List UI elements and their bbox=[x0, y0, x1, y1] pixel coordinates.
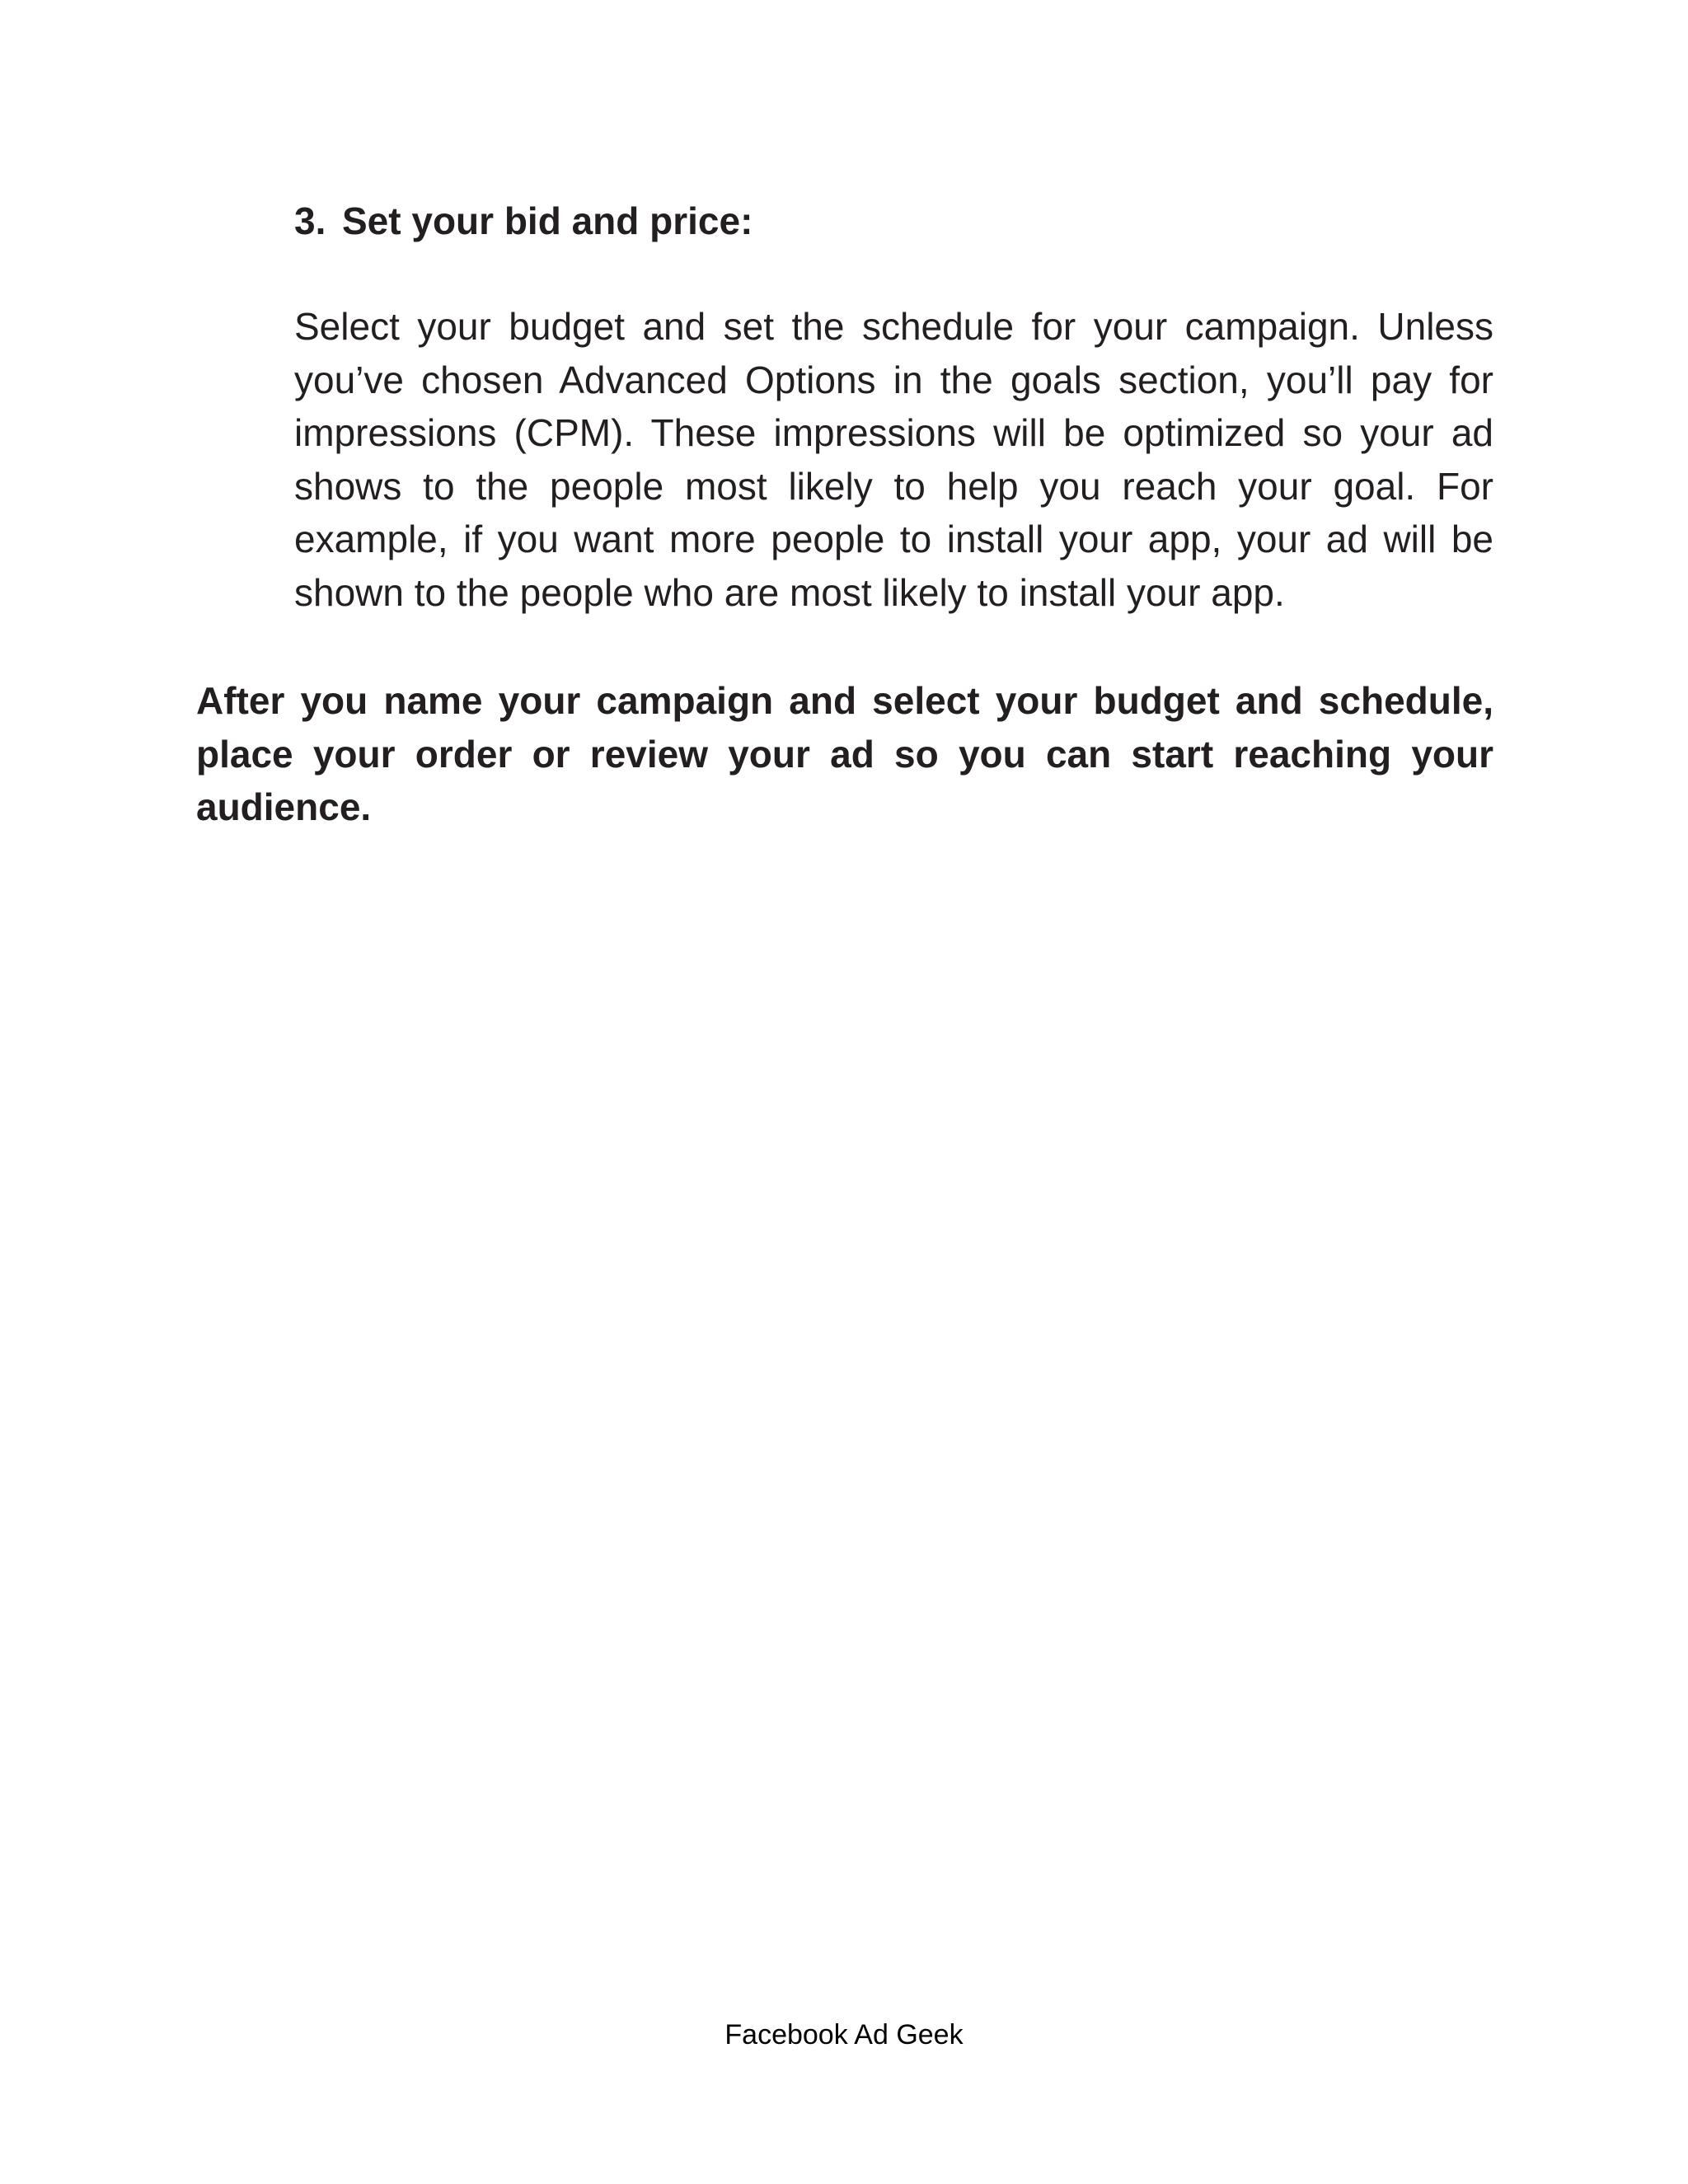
step-number: 3. bbox=[294, 199, 326, 242]
page-footer: Facebook Ad Geek bbox=[724, 2019, 964, 2050]
summary-paragraph: After you name your campaign and select your budget and schedule, place your order or review your ad so you can start reaching your audience. bbox=[196, 679, 1493, 828]
step-section bbox=[294, 194, 1493, 619]
step-body-paragraph: Select your budget and set the schedule for your campaign. Unless you’ve chosen Advanced Options in the goals section, you’ll pay for impressions (CPM). These impressions will be optimized so your ad shows to the people most likely to help you reach your goal. For example, if you want more people to install your app, your ad will be shown to the people who are most likely to install your app. bbox=[294, 305, 1493, 614]
step-title: Set your bid and price: bbox=[342, 199, 753, 242]
step-heading bbox=[294, 194, 1493, 247]
